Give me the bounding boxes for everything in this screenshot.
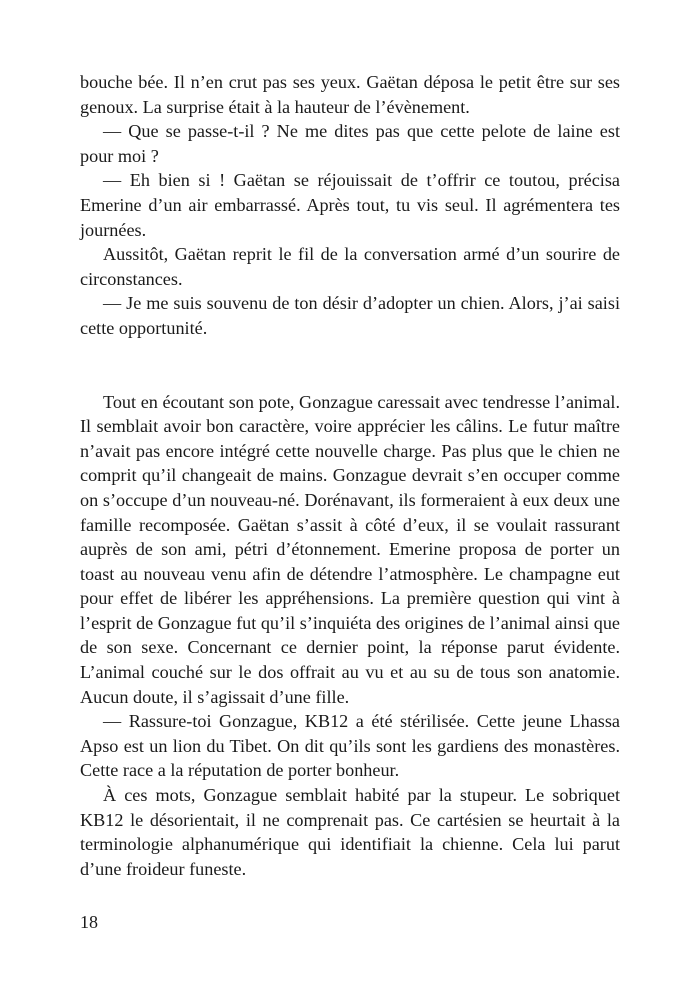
dialogue-line: — Rassure-toi Gonzague, KB12 a été stérilisée. Cette jeune Lhassa Apso est un lion du Tibet. On dit qu’ils sont les gardiens des monastères. Cette race a la réputation de porter bonheur. bbox=[80, 711, 620, 781]
dialogue-line: — Je me suis souvenu de ton désir d’adopter un chien. Alors, j’ai saisi cette opportunité. bbox=[80, 293, 620, 338]
paragraph: Aussitôt, Gaëtan reprit le fil de la conversation armé d’un sourire de circonstances. bbox=[80, 244, 620, 289]
paragraph: bouche bée. Il n’en crut pas ses yeux. Gaëtan déposa le petit être sur ses genoux. La surprise était à la hauteur de l’évènement. bbox=[80, 72, 620, 117]
dialogue-line: — Eh bien si ! Gaëtan se réjouissait de t’offrir ce toutou, précisa Emerine d’un air embarrassé. Après tout, tu vis seul. Il agrémentera tes journées. bbox=[80, 170, 620, 240]
page-body bbox=[80, 70, 620, 881]
paragraph: À ces mots, Gonzague semblait habité par la stupeur. Le sobriquet KB12 le désorientait, il ne comprenait pas. Ce cartésien se heurtait à la terminologie alphanumérique qui identifiait la chienne. Cela lui parut d’une froideur funeste. bbox=[80, 785, 620, 879]
section-break bbox=[80, 341, 620, 390]
dialogue-line: — Que se passe-t-il ? Ne me dites pas que cette pelote de laine est pour moi ? bbox=[80, 121, 620, 166]
paragraph: Tout en écoutant son pote, Gonzague caressait avec tendresse l’animal. Il semblait avoir bon caractère, voire apprécier les câlins. Le futur maître n’avait pas encore intégré cette nouvelle charge. Pas plus que le chien ne comprit qu’il changeait de mains. Gonzague devrait s’en occuper comme on s’occupe d’un nouveau-né. Dorénavant, ils formeraient à eux deux une famille recomposée. Gaëtan s’assit à côté d’eux, il se voulait rassurant auprès de son ami, pétri d’étonnement. Emerine proposa de porter un toast au nouveau venu afin de détendre l’atmosphère. Le champagne eut pour effet de libérer les appréhensions. La première question qui vint à l’esprit de Gonzague fut qu’il s’inquiéta des origines de l’animal ainsi que de son sexe. Concernant ce dernier point, la réponse parut évidente. L’animal couché sur le dos offrait au vu et au su de tous son anatomie. Aucun doute, il s’agissait d’une fille. bbox=[80, 391, 620, 707]
page-number: 18 bbox=[80, 912, 98, 932]
